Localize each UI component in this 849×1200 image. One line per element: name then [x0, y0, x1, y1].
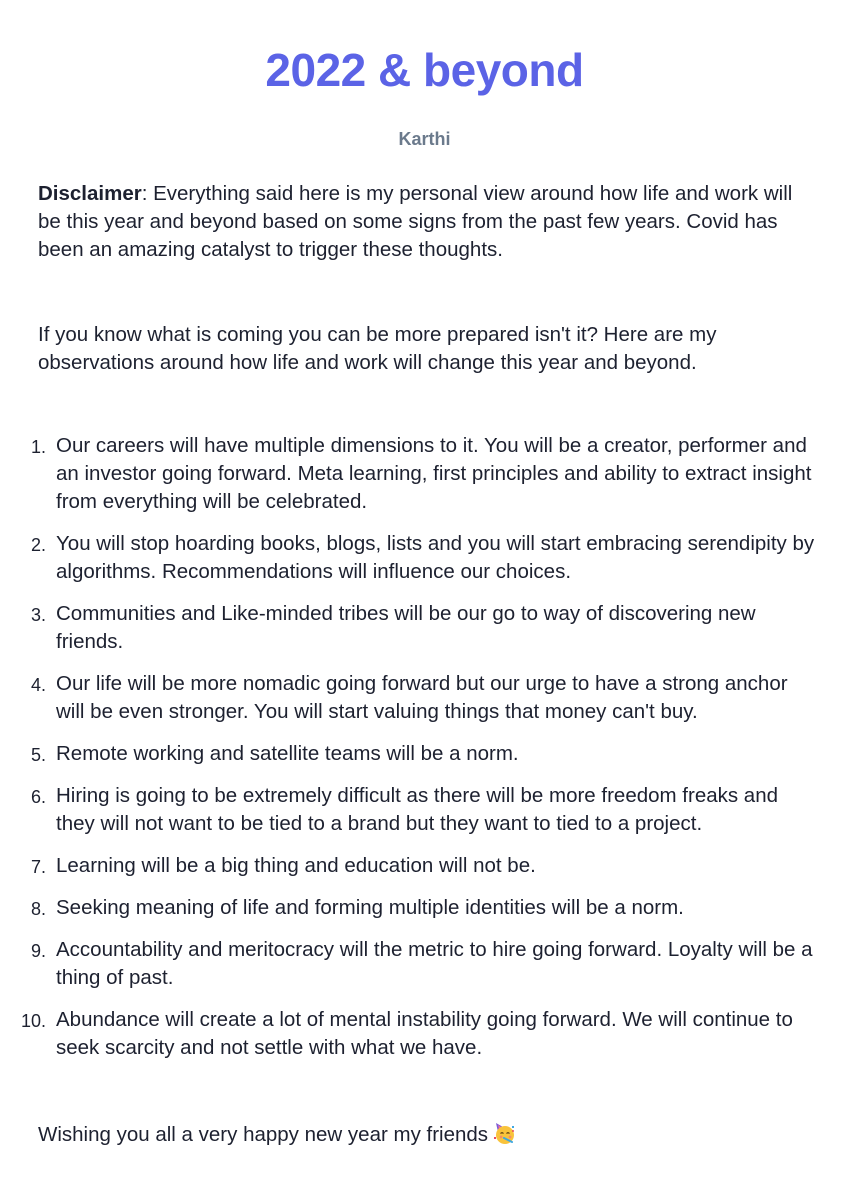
list-item-number: 2. [30, 535, 46, 555]
list-item-number: 9. [30, 941, 46, 961]
list-item-number: 3. [30, 605, 46, 625]
list-item [0, 894, 816, 922]
list-item [0, 600, 816, 656]
list-item-text: Abundance will create a lot of mental instability going forward. We will continue to seek scarcity and not settle with what we have. [56, 1008, 793, 1059]
list-item-number: 7. [30, 857, 46, 877]
closing-text: Wishing you all a very happy new year my friends [38, 1123, 489, 1146]
list-item-number: 8. [30, 899, 46, 919]
list-item-text: Remote working and satellite teams will be a norm. [56, 742, 519, 765]
list-item-text: Seeking meaning of life and forming multiple identities will be a norm. [56, 896, 684, 919]
list-item-text: Communities and Like-minded tribes will be our go to way of discovering new friends. [56, 602, 756, 653]
list-item [0, 852, 816, 880]
list-item-text: Accountability and meritocracy will the metric to hire going forward. Loyalty will be a thing of past. [56, 938, 813, 989]
page-title: 2022 & beyond [265, 44, 584, 96]
author-name: Karthi [398, 129, 451, 149]
partying-face-emoji-icon [492, 1121, 516, 1145]
intro-paragraph: If you know what is coming you can be more prepared isn't it? Here are my observations around how life and work will change this year and beyond. [38, 323, 717, 374]
list-item-text: Hiring is going to be extremely difficult as there will be more freedom freaks and they will not want to be tied to a brand but they want to tied to a project. [56, 784, 779, 835]
list-item-number: 6. [30, 787, 46, 807]
list-item-number: 4. [30, 675, 46, 695]
list-item-number: 10. [20, 1011, 46, 1031]
list-item-text: Our careers will have multiple dimensions to it. You will be a creator, performer and an investor going forward. Meta learning, first principles and ability to extract insight from everything will be celebrated. [56, 434, 812, 513]
list-item-number: 5. [30, 745, 46, 765]
list-item [0, 936, 816, 992]
disclaimer-label: Disclaimer [38, 182, 142, 205]
list-item [0, 1006, 816, 1062]
list-item [0, 530, 816, 586]
list-item [0, 670, 816, 726]
list-item [0, 740, 816, 768]
predictions-list [0, 432, 830, 1076]
disclaimer-paragraph [38, 180, 818, 264]
list-item [0, 782, 816, 838]
disclaimer-text: : Everything said here is my personal view around how life and work will be this year and beyond based on some signs from the past few years. Covid has been an amazing catalyst to trigger these thoughts. [38, 182, 793, 261]
list-item-number: 1. [30, 437, 46, 457]
list-item-text: Learning will be a big thing and education will not be. [56, 854, 536, 877]
list-item-text: Our life will be more nomadic going forward but our urge to have a strong anchor will be even stronger. You will start valuing things that money can't buy. [56, 672, 788, 723]
closing-paragraph [38, 1121, 818, 1149]
list-item [0, 432, 816, 516]
list-item-text: You will stop hoarding books, blogs, lists and you will start embracing serendipity by algorithms. Recommendations will influence our choices. [56, 532, 815, 583]
